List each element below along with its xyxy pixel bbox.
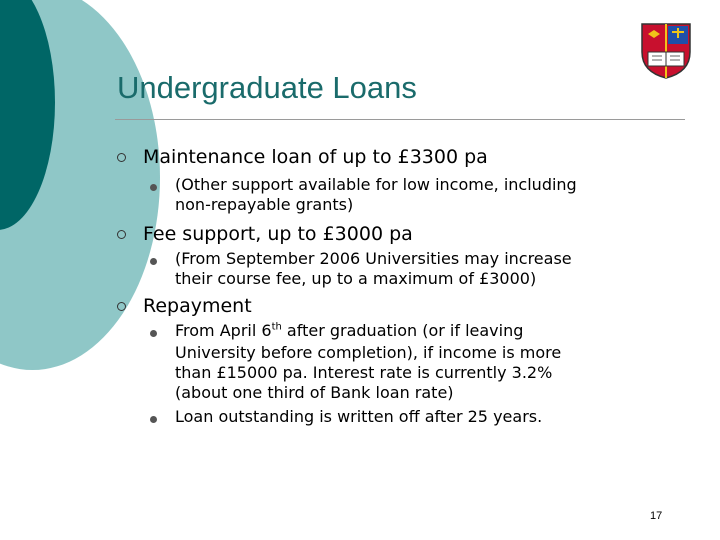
title-underline-divider [115, 119, 685, 120]
bullet-repayment: Repayment [143, 295, 252, 317]
bullet-fee-support: Fee support, up to £3000 pa [143, 223, 413, 245]
sub-bullet-repayment-line2: University before completion), if income is more [175, 343, 562, 362]
bullet-maintenance-loan: Maintenance loan of up to £3300 pa [143, 146, 488, 168]
slide-title: Undergraduate Loans [117, 70, 417, 105]
sub-bullet-fee-line1: (From September 2006 Universities may increase [175, 249, 572, 268]
sub-bullet-repayment-line1: From April 6th after graduation (or if leaving [175, 321, 524, 340]
dot-bullet-icon [150, 184, 157, 191]
ring-bullet-icon [117, 230, 126, 239]
ring-bullet-icon [117, 302, 126, 311]
university-crest-logo [640, 22, 692, 80]
dot-bullet-icon [150, 330, 157, 337]
sub-bullet-repayment-line3: than £15000 pa. Interest rate is currently 3.2% [175, 363, 553, 382]
sub-bullet-fee-line2: their course fee, up to a maximum of £3000) [175, 269, 537, 288]
dot-bullet-icon [150, 416, 157, 423]
dot-bullet-icon [150, 258, 157, 265]
page-number: 17 [650, 510, 663, 522]
ring-bullet-icon [117, 153, 126, 162]
sub-bullet-repayment-line4: (about one third of Bank loan rate) [175, 383, 454, 402]
sub-bullet-other-support-line2: non-repayable grants) [175, 195, 354, 214]
sub-bullet-written-off: Loan outstanding is written off after 25 years. [175, 407, 543, 426]
sub-bullet-other-support-line1: (Other support available for low income, including [175, 175, 577, 194]
